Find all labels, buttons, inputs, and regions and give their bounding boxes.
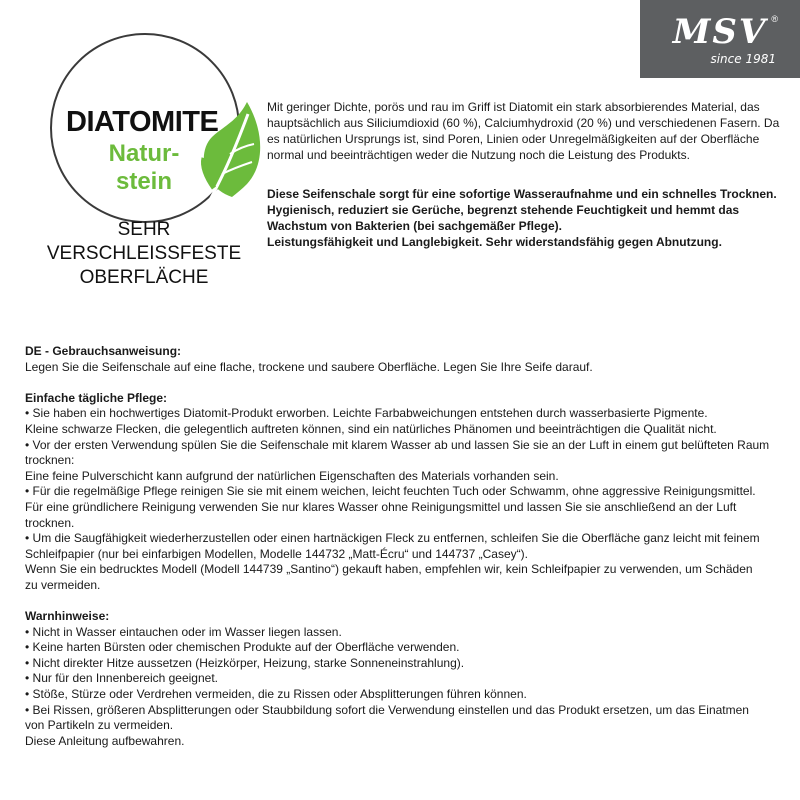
usage-line: Legen Sie die Seifenschale auf eine flache, trockene und saubere Oberfläche. Legen Sie Ihre Seife darauf. [25, 359, 593, 374]
brand-logo [640, 0, 800, 78]
care-line: • Um die Saugfähigkeit wiederherzustellen oder einen hartnäckigen Fleck zu entfernen, schleifen Sie die Oberfläche ganz leicht mit feinem [25, 531, 760, 546]
intro-line: Mit geringer Dichte, porös und rau im Griff ist Diatomit ein stark absorbierendes Material, das [267, 100, 760, 114]
intro-line: hauptsächlich aus Siliciumdioxid (60 %), Calciumhydroxid (20 %) und verschiedenen Fasern. Da [267, 116, 780, 130]
badge-caption-line: OBERFLÄCHE [79, 267, 209, 288]
instructions-section [25, 344, 775, 749]
warnings-line: Diese Anleitung aufbewahren. [25, 733, 185, 748]
care-line: • Sie haben ein hochwertiges Diatomit-Produkt erworben. Leichte Farbabweichungen entstehen durch wasserbasierte Pigmente. [25, 406, 708, 421]
care-line: • Für die regelmäßige Pflege reinigen Sie sie mit einem weichen, leicht feuchten Tuch oder Schwamm, ohne aggressive Reinigungsmittel. [25, 484, 756, 499]
care-line: Kleine schwarze Flecken, die gelegentlich auftreten können, sind ein natürliches Phänomen und beeinträchtigen die Qualität nicht. [25, 421, 717, 436]
intro-bold-line: Leistungsfähigkeit und Langlebigkeit. Sehr widerstandsfähig gegen Abnutzung. [267, 235, 722, 249]
intro-bold-line: Diese Seifenschale sorgt für eine sofortige Wasseraufnahme und ein schnelles Trocknen. [267, 187, 777, 201]
care-line: • Vor der ersten Verwendung spülen Sie die Seifenschale mit klarem Wasser ab und lassen Sie sie an der Luft in einem gut belüfteten Raum [25, 437, 770, 452]
intro-bold-line: Wachstum von Bakterien (bei sachgemäßer Pflege). [267, 219, 562, 233]
intro-line: normal und beeinträchtigen weder die Nutzung noch die Leistung des Produkts. [267, 148, 690, 162]
intro-bold-line: Hygienisch, reduziert sie Gerüche, begrenzt stehende Feuchtigkeit und hemmt das [267, 203, 740, 217]
care-heading: Einfache tägliche Pflege: [25, 390, 168, 405]
care-line: Für eine gründlichere Reinigung verwenden Sie nur klares Wasser ohne Reinigungsmittel und lassen Sie sie anschließend an der Luft [25, 499, 737, 514]
care-line: trocknen: [25, 453, 75, 468]
warnings-line: • Nicht in Wasser eintauchen oder im Wasser liegen lassen. [25, 624, 342, 639]
badge-subtitle-line: Natur- [108, 140, 180, 167]
brand-since: since 1981 [710, 52, 776, 66]
warnings-heading: Warnhinweise: [25, 609, 110, 624]
care-line: Eine feine Pulverschicht kann aufgrund der natürlichen Eigenschaften des Materials vorhanden sein. [25, 468, 559, 483]
intro-line: es natürlichen Ursprungs ist, sind Poren, Linien oder Unregelmäßigkeiten auf der Oberfläche [267, 132, 760, 146]
care-line: Schleifpapier (nur bei einfarbigen Modellen, Modelle 144732 „Matt-Écru“ und 144737 „Casey“). [25, 546, 528, 561]
badge-caption-line: SEHR [117, 219, 171, 240]
intro-highlights [267, 186, 782, 250]
badge-subtitle-line: stein [115, 168, 172, 195]
warnings-line: • Keine harten Bürsten oder chemischen Produkte auf der Oberfläche verwenden. [25, 640, 460, 655]
green-leaf-icon [192, 92, 272, 202]
badge-caption-line: VERSCHLEISSFESTE [46, 243, 242, 264]
warnings-line: • Stöße, Stürze oder Verdrehen vermeiden, die zu Rissen oder Absplitterungen führen können. [25, 687, 527, 702]
care-line: Wenn Sie ein bedrucktes Modell (Modell 144739 „Santino“) gekauft haben, empfehlen wir, kein Schleifpapier zu verwenden, um Schäden [25, 562, 753, 577]
warnings-line: • Nicht direkter Hitze aussetzen (Heizkörper, Heizung, starke Sonneneinstrahlung). [25, 655, 465, 670]
badge-caption [30, 218, 258, 290]
brand-name: MSV [672, 12, 768, 52]
care-line: zu vermeiden. [25, 577, 101, 592]
care-line: trocknen. [25, 515, 75, 530]
usage-heading: DE - Gebrauchsanweisung: [25, 344, 182, 358]
intro-section [267, 99, 782, 250]
warnings-line: von Partikeln zu vermeiden. [25, 718, 174, 733]
badge-subtitle [96, 140, 192, 196]
warnings-line: • Bei Rissen, größeren Absplitterungen oder Staubbildung sofort die Verwendung einstellen und das Produkt ersetzen, um das Einatmen [25, 702, 749, 717]
badge-title: DIATOMITE [66, 106, 219, 138]
warnings-line: • Nur für den Innenbereich geeignet. [25, 671, 218, 686]
registered-mark: ® [771, 14, 778, 24]
